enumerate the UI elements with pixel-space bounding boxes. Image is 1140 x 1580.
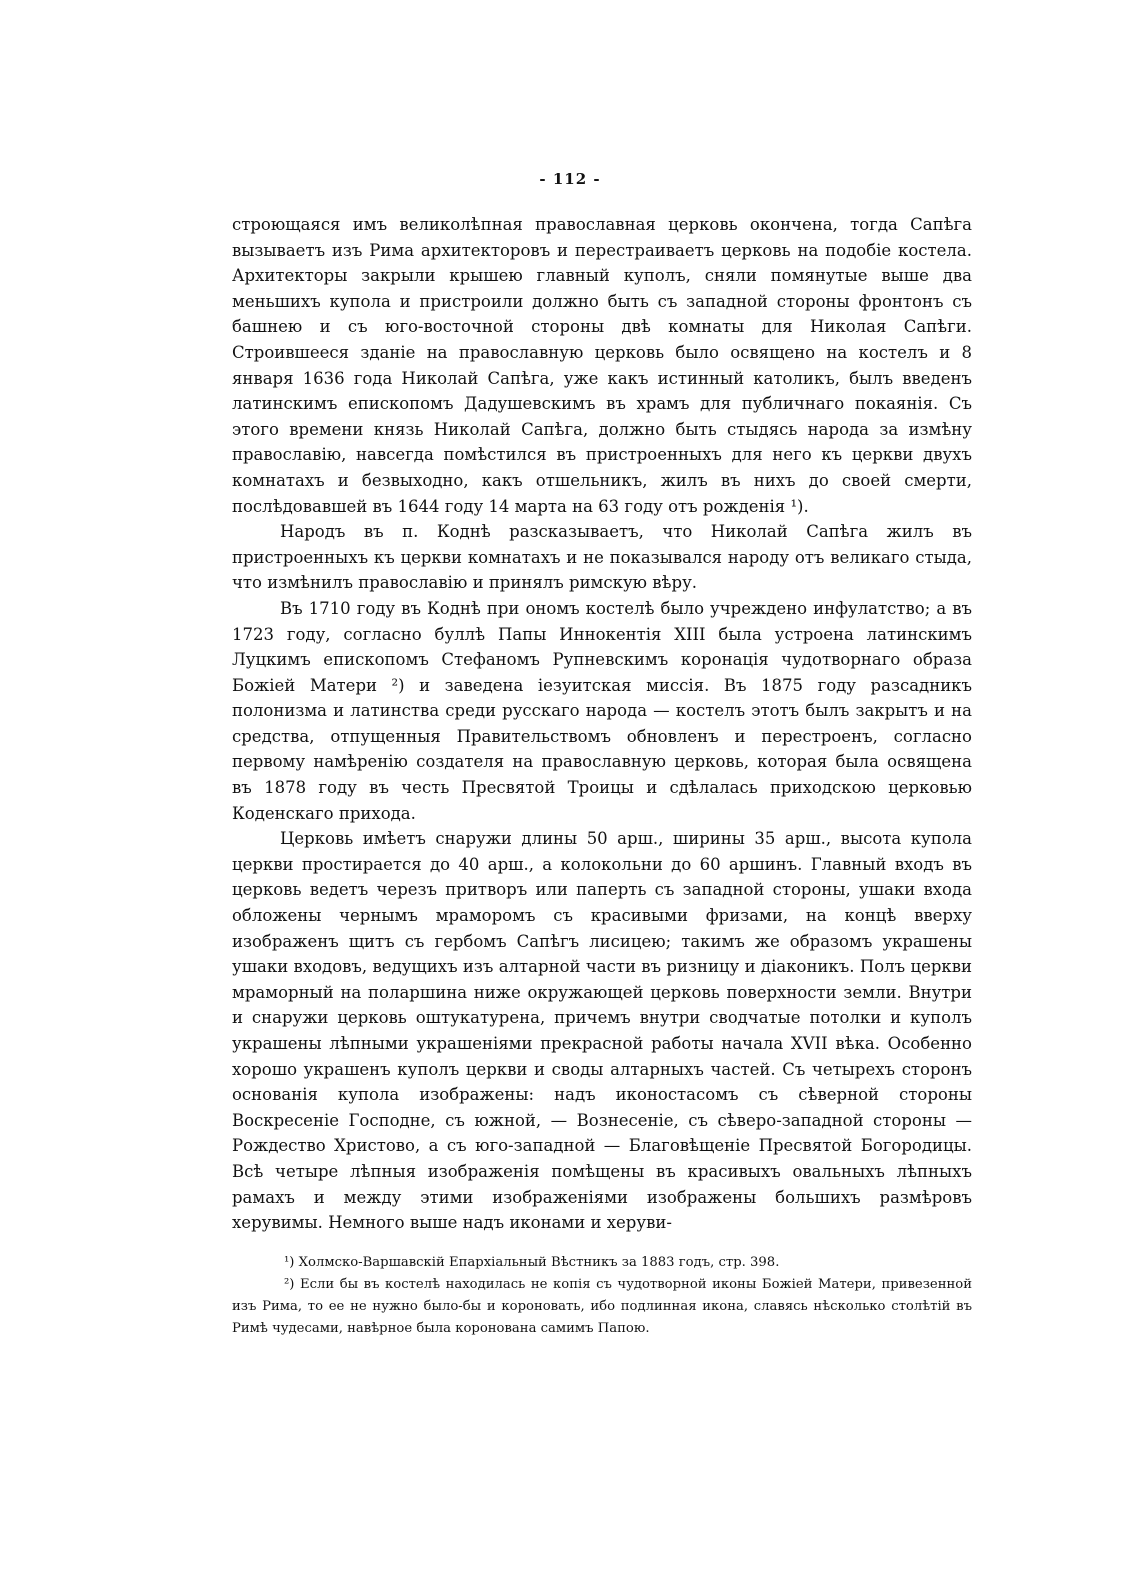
paragraph-1: строющаяся имъ великолѣпная православная церковь окончена, тогда Сапѣга вызываетъ изъ Рима архитекторовъ и перестраиваетъ церковь на подобіе костела. Архитекторы закрыли крышею главный куполъ, сняли помянутые выше два меньшихъ купола и пристроили должно быть съ западной стороны фронтонъ съ башнею и съ юго-восточной стороны двѣ комнаты для Николая Сапѣги. Строившееся зданіе на православную церковь было освящено на костелъ и 8 января 1636 года Николай Сапѣга, уже какъ истинный католикъ, былъ введенъ латинскимъ епископомъ Дадушевскимъ въ храмъ для публичнаго покаянія. Съ этого времени князь Николай Сапѣга, должно быть стыдясь народа за измѣну православію, навсегда помѣстился въ пристроенныхъ для него къ церкви двухъ комнатахъ и безвыходно, какъ отшельникъ, жилъ въ нихъ до своей смерти, послѣдовавшей въ 1644 году 14 марта на 63 году отъ рожденія ¹). — [232, 215, 972, 516]
paragraph-3: Въ 1710 году въ Коднѣ при ономъ костелѣ было учреждено инфулатство; а въ 1723 году, согласно буллѣ Папы Иннокентія XIII была устроена латинскимъ Луцкимъ епископомъ Стефаномъ Рупневскимъ коронація чудотворнаго образа Божіей Матери ²) и заведена іезуитская миссія. Въ 1875 году разсадникъ полонизма и латинства среди русскаго народа — костелъ этотъ былъ закрытъ и на средства, отпущенныя Правительствомъ обновленъ и перестроенъ, согласно первому намѣренію создателя на православную церковь, которая была освящена въ 1878 году въ честь Пресвятой Троицы и сдѣлалась приходскою церковью Коденскаго прихода. — [232, 598, 972, 823]
paragraph-4: Церковь имѣетъ снаружи длины 50 арш., ширины 35 арш., высота купола церкви простирается до 40 арш., а колокольни до 60 аршинъ. Главный входъ въ церковь ведетъ черезъ притворъ или паперть съ западной стороны, ушаки входа обложены чернымъ мраморомъ съ красивыми фризами, на концѣ вверху изображенъ щитъ съ гербомъ Сапѣгъ лисицею; такимъ же образомъ украшены ушаки входовъ, ведущихъ изъ алтарной части въ ризницу и діаконикъ. Полъ церкви мраморный на поларшина ниже окружающей церковь поверхности земли. Внутри и снаружи церковь оштукатурена, причемъ внутри сводчатые потолки и куполъ украшены лѣпными украшеніями прекрасной работы начала XVII вѣка. Особенно хорошо украшенъ куполъ церкви и своды алтарныхъ частей. Съ четырехъ сторонъ основанія купола изображены: надъ иконостасомъ съ сѣверной стороны Воскресеніе Господне, съ южной, — Вознесеніе, съ сѣверо-западной стороны — Рождество Христово, а съ юго-западной — Благовѣщеніе Пресвятой Богородицы. Всѣ четыре лѣпныя изображенія помѣщены въ красивыхъ овальныхъ лѣпныхъ рамахъ и между этими изображеніями изображены большихъ размѣровъ херувимы. Немного выше надъ иконами и херуви- — [232, 829, 972, 1233]
footnotes — [232, 1252, 972, 1340]
main-text — [232, 212, 972, 1236]
footnote-1: ¹) Холмско-Варшавскій Епархіальный Вѣстникъ за 1883 годъ, стр. 398. — [284, 1255, 780, 1270]
paragraph-2: Народъ въ п. Коднѣ разсказываетъ, что Николай Сапѣга жилъ въ пристроенныхъ къ церкви комнатахъ и не показывался народу отъ великаго стыда, что измѣнилъ православію и принялъ римскую вѣру. — [232, 522, 972, 593]
page-number: - 112 - — [539, 170, 601, 188]
footnote-2: ²) Если бы въ костелѣ находилась не копія съ чудотворной иконы Божіей Матери, привезенной изъ Рима, то ее не нужно было-бы и короновать, ибо подлинная икона, славясь нѣсколько столѣтій въ Римѣ чудесами, навѣрное была коронована самимъ Папою. — [232, 1277, 972, 1336]
